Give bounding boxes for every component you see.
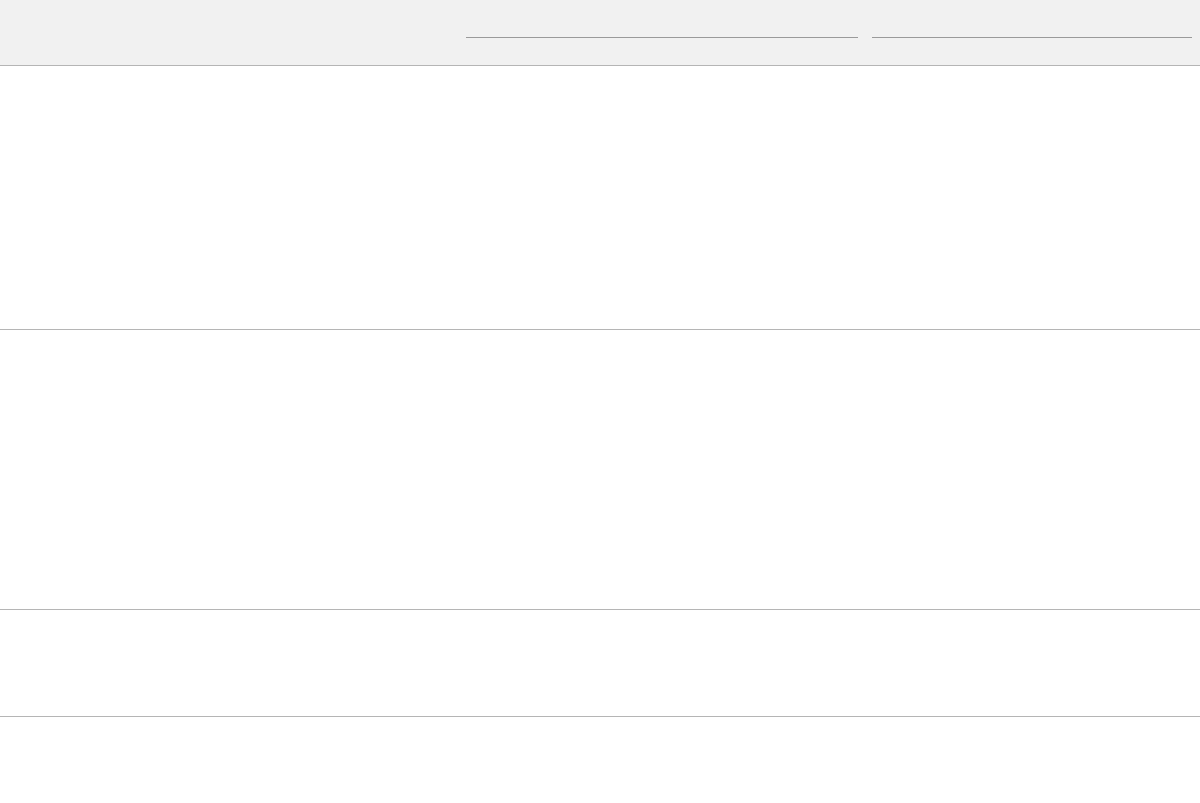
header-soil-rule — [872, 37, 1192, 38]
table-header — [0, 0, 1200, 65]
header-divider — [0, 65, 1200, 66]
header-vpd-rule — [466, 37, 858, 38]
average-divider — [0, 609, 1200, 610]
footer-divider — [0, 716, 1200, 717]
group-divider — [0, 329, 1200, 330]
